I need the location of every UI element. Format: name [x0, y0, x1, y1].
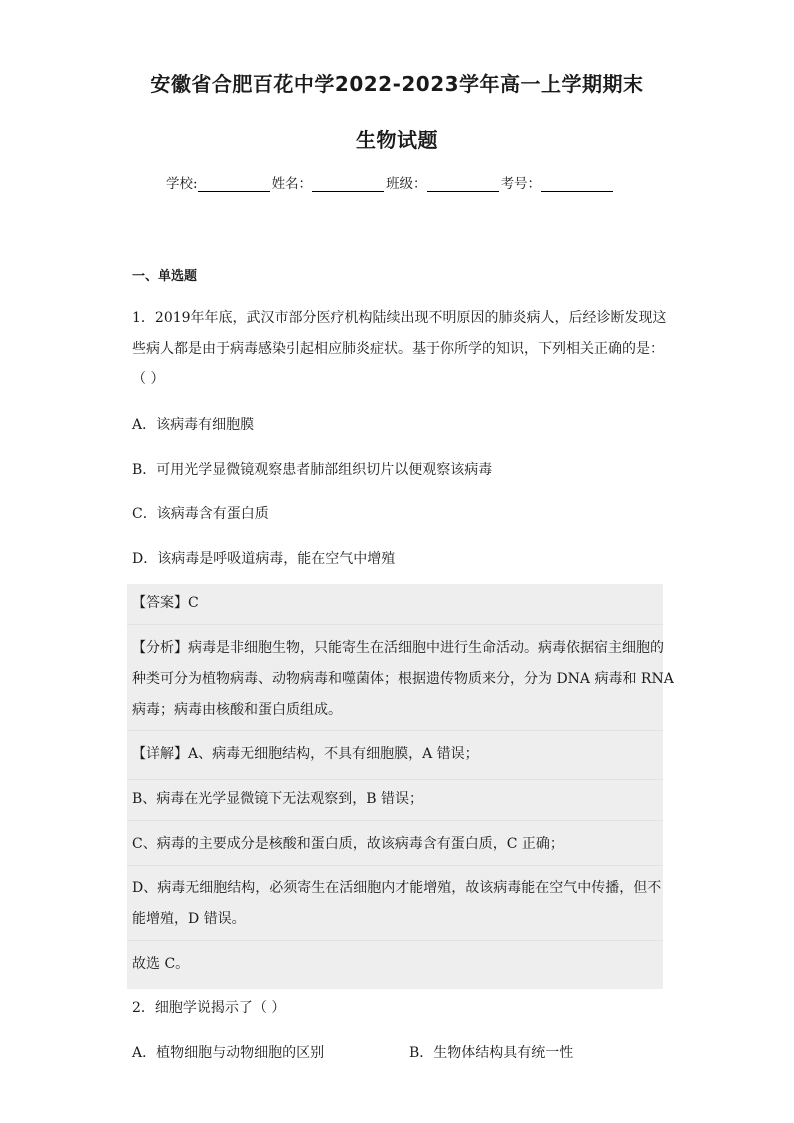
q1-stem-line1: 1．2019年年底，武汉市部分医疗机构陆续出现不明原因的肺炎病人，后经诊断发现这: [132, 310, 667, 326]
detail-line1: 【详解】A、病毒无细胞结构，不具有细胞膜，A 错误；: [132, 746, 479, 762]
analysis-line2: 种类可分为植物病毒、动物病毒和噬菌体；根据遗传物质来分，分为 DNA 病毒和 RNA: [132, 671, 674, 687]
name-label: 姓名：: [271, 176, 313, 192]
analysis-line1: 【分析】病毒是非细胞生物，只能寄生在活细胞中进行生命活动。病毒依据宿主细胞的: [132, 640, 664, 656]
q1-option-b: B．可用光学显微镜观察患者肺部组织切片以便观察该病毒: [132, 462, 493, 478]
document-title-line2: 生物试题: [356, 128, 438, 152]
detail-line5: 能增殖，D 错误。: [132, 911, 246, 927]
divider: [127, 624, 663, 625]
q1-option-d: D．该病毒是呼吸道病毒，能在空气中增殖: [132, 551, 396, 567]
q2-option-b: B．生物体结构具有统一性: [409, 1045, 574, 1061]
divider: [127, 865, 663, 866]
section-heading: 一、单选题: [132, 269, 198, 284]
answer-explanation-panel: [127, 584, 674, 989]
divider: [127, 779, 663, 780]
q2-option-a: A．植物细胞与动物细胞的区别: [132, 1045, 325, 1061]
divider: [127, 730, 663, 731]
class-label: 班级：: [386, 176, 427, 192]
q1-option-c: C．该病毒含有蛋白质: [132, 506, 269, 522]
divider: [127, 820, 663, 821]
school-label: 学校:: [166, 176, 198, 192]
answer-line: 【答案】C: [132, 595, 199, 611]
conclusion-line: 故选 C。: [132, 956, 190, 972]
school-blank[interactable]: [198, 175, 270, 192]
detail-line3: C、病毒的主要成分是核酸和蛋白质，故该病毒含有蛋白质，C 正确；: [132, 836, 564, 852]
name-blank[interactable]: [312, 175, 384, 192]
detail-line4: D、病毒无细胞结构，必须寄生在活细胞内才能增殖，故该病毒能在空气中传播，但不: [132, 880, 662, 896]
class-blank[interactable]: [427, 175, 499, 192]
detail-line2: B、病毒在光学显微镜下无法观察到，B 错误；: [132, 791, 424, 807]
document-title-line1: 安徽省合肥百花中学2022-2023学年高一上学期期末: [150, 72, 644, 96]
analysis-line3: 病毒；病毒由核酸和蛋白质组成。: [132, 702, 342, 718]
number-label: 考号：: [500, 176, 542, 192]
q1-stem-line2: 些病人都是由于病毒感染引起相应肺炎症状。基于你所学的知识，下列相关正确的是：: [132, 341, 664, 357]
divider: [127, 940, 663, 941]
q1-stem-line3: （ ）: [132, 371, 165, 387]
q1-option-a: A．该病毒有细胞膜: [132, 417, 255, 433]
q2-stem: 2．细胞学说揭示了（ ）: [132, 1000, 286, 1016]
number-blank[interactable]: [541, 175, 613, 192]
student-info-row: [166, 172, 615, 192]
